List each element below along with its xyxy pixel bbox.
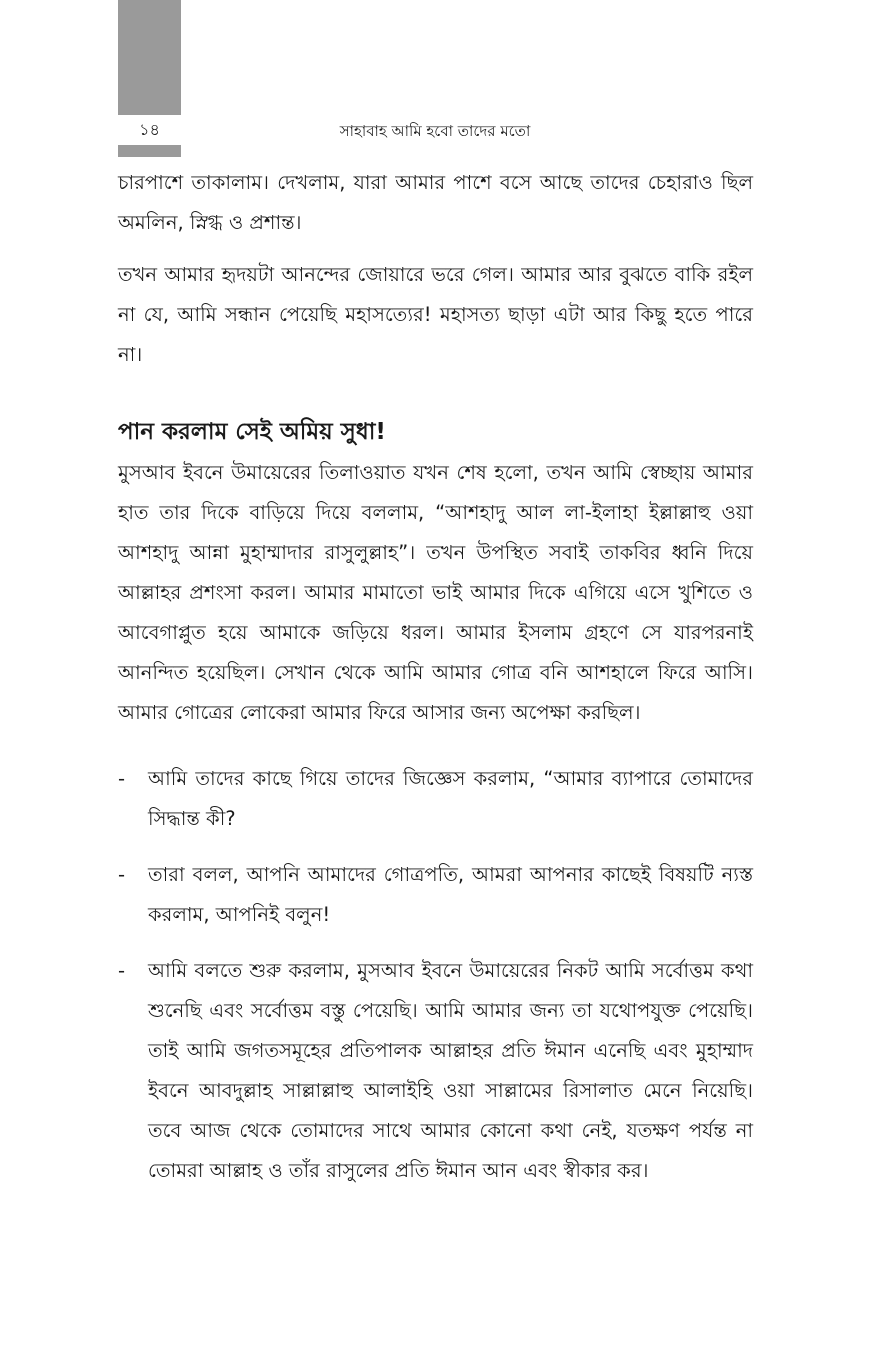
dash-marker: -	[118, 959, 126, 982]
dash-marker: -	[118, 767, 126, 790]
dialogue-text: আমি বলতে শুরু করলাম, মুসআব ইবনে উমায়েরের নিকট আমি সর্বোত্তম কথা শুনেছি এবং সর্বোত্তম বস্তু পেয়েছি। আমি আমার জন্য তা যথোপযুক্ত পেয়েছি। তাই আমি জগতসমূহের প্রতিপালক আল্লাহর প্রতি ঈমান এনেছি এবং মুহাম্মাদ ইবনে আবদুল্লাহ সাল্লাল্লাহু আলাইহি ওয়া সাল্লামের রিসালাত মেনে নিয়েছি। তবে আজ থেকে তোমাদের সাথে আমার কোনো কথা নেই, যতক্ষণ পর্যন্ত না তোমরা আল্লাহ ও তাঁর রাসুলের প্রতি ঈমান আন এবং স্বীকার কর।	[148, 959, 753, 1182]
paragraph: চারপাশে তাকালাম। দেখলাম, যারা আমার পাশে বসে আছে তাদের চেহারাও ছিল অমলিন, স্নিগ্ধ ও প্রশান্ত।	[118, 171, 753, 234]
chapter-tab-bar	[118, 145, 181, 157]
dialogue-list	[118, 759, 753, 1191]
dialogue-text: তারা বলল, আপনি আমাদের গোত্রপতি, আমরা আপনার কাছেই বিষয়টি ন্যস্ত করলাম, আপনিই বলুন!	[148, 863, 753, 926]
dialogue-item	[118, 855, 753, 935]
running-title: সাহাবাহ আমি হবো তাদের মতো	[339, 122, 531, 140]
dash-marker: -	[118, 863, 126, 886]
chapter-tab-block	[118, 0, 181, 115]
paragraph: তখন আমার হৃদয়টা আনন্দের জোয়ারে ভরে গেল। আমার আর বুঝতে বাকি রইল না যে, আমি সন্ধান পেয়েছি মহাসত্যের! মহাসত্য ছাড়া এটা আর কিছু হতে পারে না।	[118, 263, 753, 366]
dialogue-item	[118, 951, 753, 1191]
section-heading: পান করলাম সেই অমিয় সুধা!	[118, 419, 386, 445]
paragraph: মুসআব ইবনে উমায়েরের তিলাওয়াত যখন শেষ হলো, তখন আমি স্বেচ্ছায় আমার হাত তার দিকে বাড়িয়ে দিয়ে বললাম, “আশহাদু আল লা-ইলাহা ইল্লাল্লাহু ওয়া আশহাদু আন্না মুহাম্মাদার রাসুলুল্লাহ”। তখন উপস্থিত সবাই তাকবির ধ্বনি দিয়ে আল্লাহর প্রশংসা করল। আমার মামাতো ভাই আমার দিকে এগিয়ে এসে খুশিতে ও আবেগাপ্লুত হয়ে আমাকে জড়িয়ে ধরল। আমার ইসলাম গ্রহণে সে যারপরনাই আনন্দিত হয়েছিল। সেখান থেকে আমি আমার গোত্র বনি আশহালে ফিরে আসি। আমার গোত্রের লোকেরা আমার ফিরে আসার জন্য অপেক্ষা করছিল।	[118, 461, 753, 724]
dialogue-item	[118, 759, 753, 839]
page-body	[118, 163, 753, 1207]
page-number: ১৪	[139, 120, 160, 139]
dialogue-text: আমি তাদের কাছে গিয়ে তাদের জিজ্ঞেস করলাম, “আমার ব্যাপারে তোমাদের সিদ্ধান্ত কী?	[148, 767, 753, 830]
